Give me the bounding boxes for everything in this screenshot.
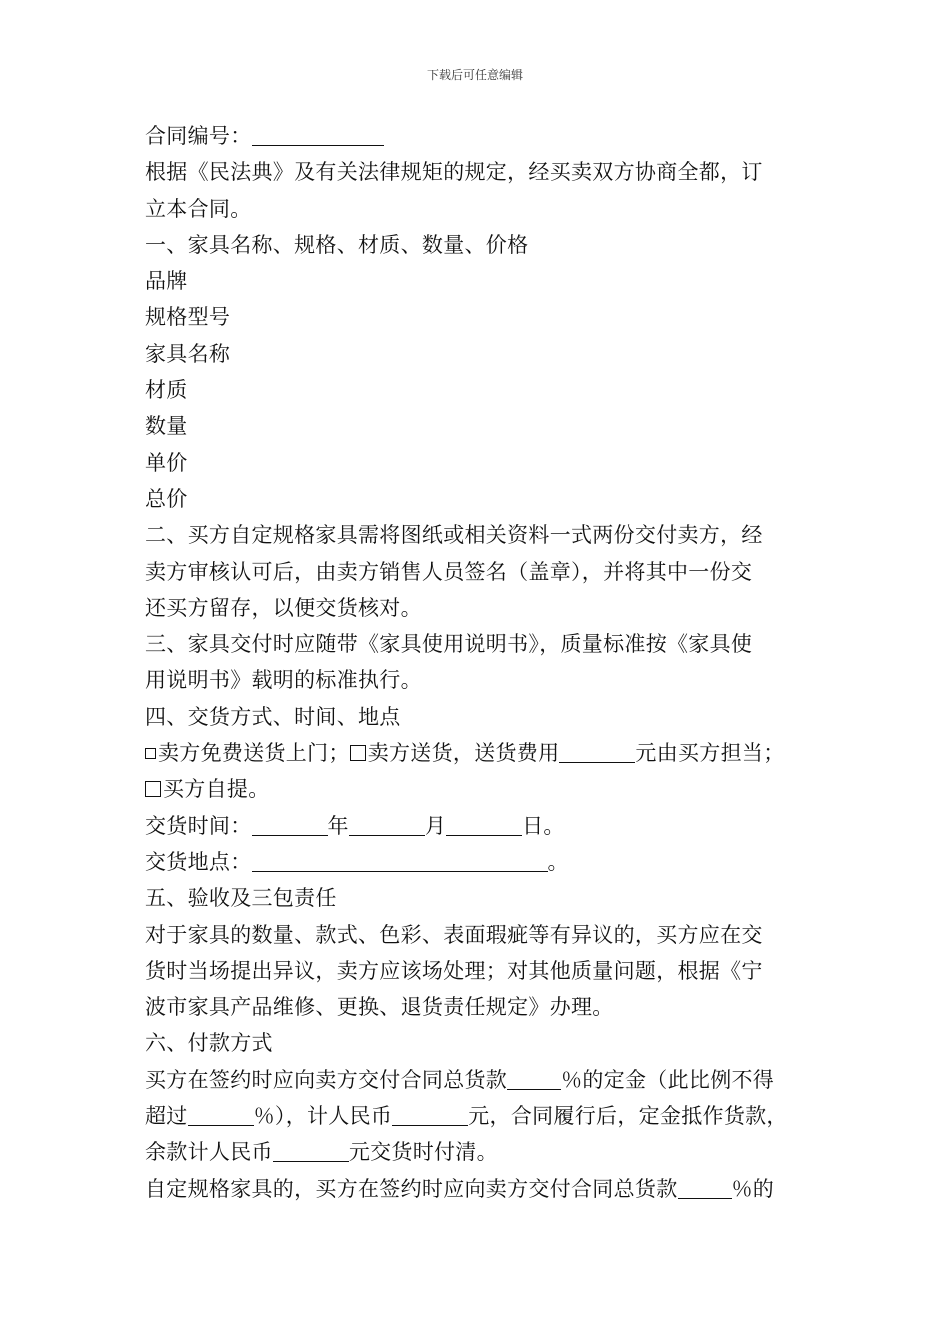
section-2-line-3: 还买方留存，以便交货核对。 [145,595,422,620]
contract-body [145,118,835,1207]
payment-line-2-end: 元，合同履行后，定金抵作货款， [468,1104,788,1129]
payment-line-3-start: 余款计人民币 [145,1140,273,1165]
contract-number-line [145,118,835,154]
section-2-line-2: 卖方审核认可后，由卖方销售人员签名（盖章），并将其中一份交 [145,559,753,584]
deposit-amount-field[interactable] [392,1103,468,1126]
item-total-price: 总价 [145,486,188,511]
item-quantity: 数量 [145,414,188,439]
payment-line-2-mid: ％），计人民币 [253,1104,393,1129]
delivery-place-line [145,844,835,880]
section-5-line-2: 货时当场提出异议，卖方应该场处理；对其他质量问题，根据《宁 [145,958,763,983]
section-5-title: 五、验收及三包责任 [145,886,337,911]
day-label: 日。 [522,813,565,838]
delivery-fee-field[interactable] [559,740,635,763]
item-unit-price: 单价 [145,450,188,475]
self-pickup-checkbox[interactable] [145,781,161,797]
free-delivery-checkbox[interactable] [145,748,156,759]
payment-line-4-end: ％的 [731,1176,775,1201]
section-1-title: 一、家具名称、规格、材质、数量、价格 [145,232,529,257]
section-3-line-2: 用说明书》载明的标准执行。 [145,668,422,693]
item-name: 家具名称 [145,341,231,366]
delivery-month-field[interactable] [349,813,425,836]
section-4-title: 四、交货方式、时间、地点 [145,704,401,729]
delivery-time-label: 交货时间： [145,813,252,838]
delivery-year-field[interactable] [252,813,328,836]
item-material: 材质 [145,378,188,403]
intro-line-1: 根据《民法典》及有关法律规矩的规定，经买卖双方协商全都，订 [145,160,763,185]
year-label: 年 [327,813,349,838]
item-model: 规格型号 [145,305,231,330]
page-header: 下载后可任意编辑 [426,68,523,82]
paid-delivery-label: 卖方送货，送货费用 [367,741,560,766]
self-pickup-label: 买方自提。 [163,777,270,802]
payment-line-4 [145,1171,835,1207]
max-percent-field[interactable] [188,1103,254,1126]
payment-line-1-end: ％的定金（此比例不得 [561,1067,775,1092]
delivery-options-line [145,735,835,771]
deposit-percent-field[interactable] [507,1067,561,1090]
payment-line-4-start: 自定规格家具的，买方在签约时应向卖方交付合同总货款 [145,1176,678,1201]
section-6-title: 六、付款方式 [145,1031,273,1056]
free-delivery-label: 卖方免费送货上门； [158,741,350,766]
payment-line-1-start: 买方在签约时应向卖方交付合同总货款 [145,1067,508,1092]
item-brand: 品牌 [145,269,188,294]
delivery-place-label: 交货地点： [145,849,252,874]
payment-line-3 [145,1134,835,1170]
custom-deposit-percent-field[interactable] [678,1176,732,1199]
balance-amount-field[interactable] [273,1139,349,1162]
paid-delivery-tail: 元由买方担当； [635,741,785,766]
month-label: 月 [424,813,447,838]
payment-line-3-end: 元交货时付清。 [348,1140,498,1165]
section-3-line-1: 三、家具交付时应随带《家具使用说明书》，质量标准按《家具使 [145,632,753,657]
delivery-day-field[interactable] [446,813,522,836]
section-5-line-1: 对于家具的数量、款式、色彩、表面瑕疵等有异议的，买方应在交 [145,922,763,947]
delivery-place-end: 。 [547,849,569,874]
payment-line-1 [145,1062,835,1098]
paid-delivery-checkbox[interactable] [350,745,366,761]
section-2-line-1: 二、买方自定规格家具需将图纸或相关资料一式两份交付卖方，经 [145,523,763,548]
section-5-line-3: 波市家具产品维修、更换、退货责任规定》办理。 [145,995,614,1020]
payment-line-2-start: 超过 [145,1104,188,1129]
payment-line-2 [145,1098,835,1134]
self-pickup-line [145,771,835,807]
delivery-place-field[interactable] [252,849,548,872]
contract-number-field[interactable] [252,123,384,146]
delivery-time-line [145,808,835,844]
intro-line-2: 立本合同。 [145,196,252,221]
contract-number-label: 合同编号： [145,124,252,148]
